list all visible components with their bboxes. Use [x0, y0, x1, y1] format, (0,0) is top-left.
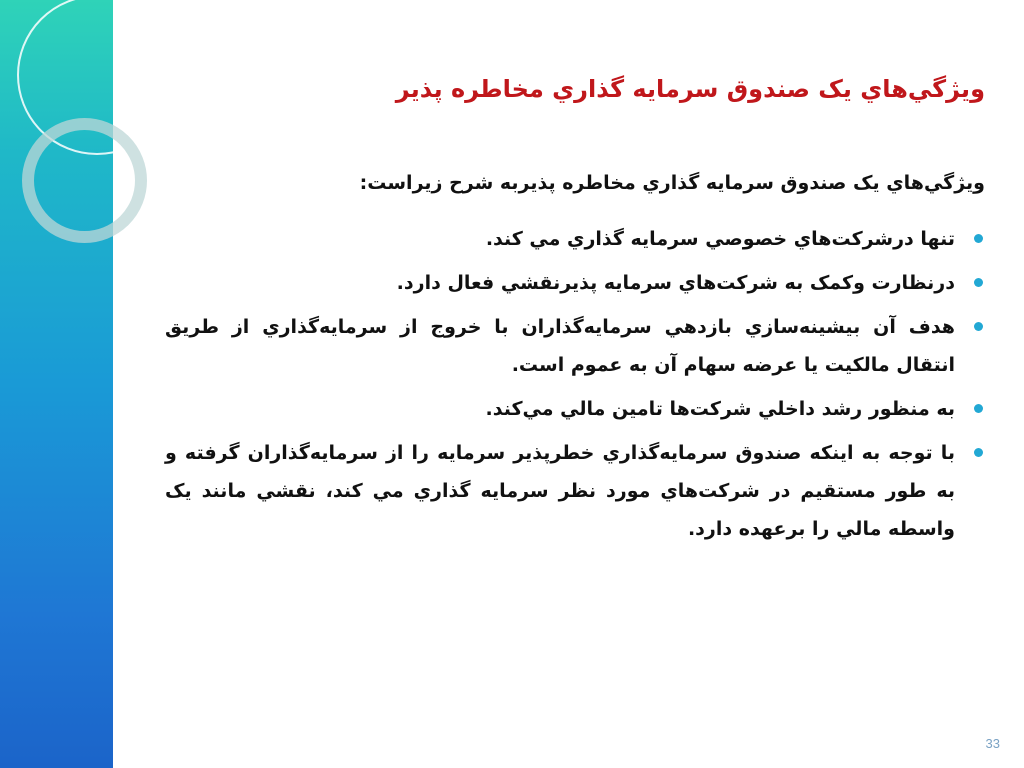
bullet-text: درنظارت وکمک به شرکت‌هاي سرمايه پذيرنقشي فعال دارد.	[396, 272, 955, 294]
slide-title: ويژگي‌هاي يک صندوق سرمايه گذاري مخاطره پذير	[395, 75, 985, 103]
bullet-icon	[974, 448, 983, 457]
ring-thick-decoration	[22, 118, 147, 243]
bullet-icon	[974, 322, 983, 331]
bullet-icon	[974, 234, 983, 243]
bullet-text: تنها درشرکت‌هاي خصوصي سرمايه گذاري مي کند.	[485, 228, 955, 250]
bullet-icon	[974, 278, 983, 287]
bullet-list	[165, 220, 985, 554]
bullet-text: هدف آن بيشينه‌سازي بازدهي سرمايه‌گذاران با خروج از سرمايه‌گذاري از طريق انتقال مالکيت يا عرضه سهام آن به عموم است.	[165, 316, 955, 376]
bullet-text: با توجه به اينکه صندوق سرمايه‌گذاري خطرپذير سرمايه را از سرمايه‌گذاران گرفته و به طور مستقيم در شرکت‌هاي مورد نظر سرمايه گذاري مي کند، نقشي مانند يک واسطه مالي را برعهده دارد.	[165, 442, 955, 540]
bullet-item	[165, 434, 985, 548]
decorative-rings	[0, 0, 190, 260]
bullet-item	[165, 390, 985, 428]
bullet-item	[165, 308, 985, 384]
page-number: 33	[985, 736, 1000, 751]
bullet-icon	[974, 404, 983, 413]
bullet-item	[165, 220, 985, 258]
slide-content	[165, 0, 985, 768]
bullet-text: به منظور رشد داخلي شرکت‌ها تامين مالي مي‌کند.	[485, 398, 955, 420]
bullet-item	[165, 264, 985, 302]
intro-text: ويژگي‌هاي يک صندوق سرمايه گذاري مخاطره پذيربه شرح زيراست:	[359, 172, 985, 194]
